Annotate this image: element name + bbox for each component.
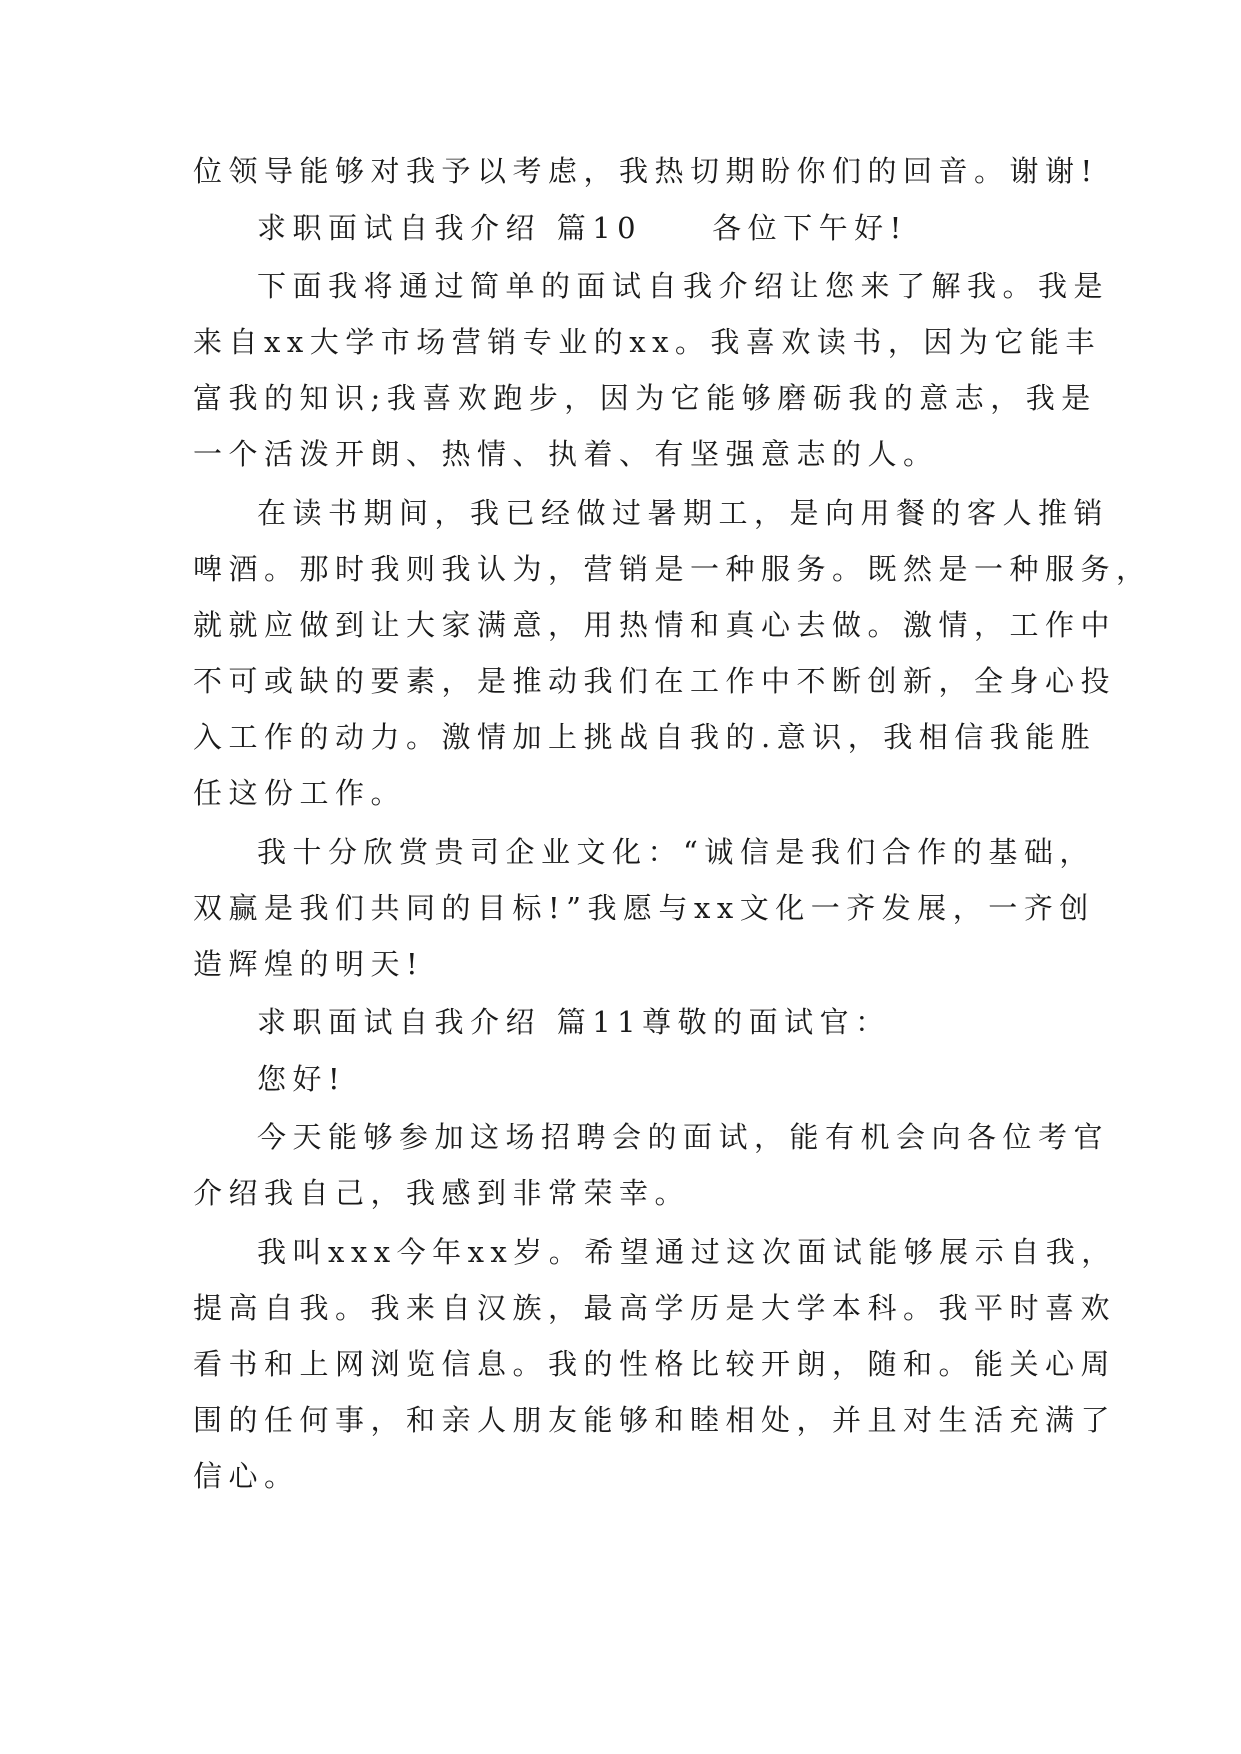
greeting-text: 各位下午好! [712,211,908,245]
greeting-text: 您好! [257,1062,347,1096]
section-heading: 求职面试自我介绍 篇10 [257,211,643,245]
text-line: 我叫xxx今年xx岁。希望通过这次面试能够展示自我， [257,1235,1117,1269]
text-line: 下面我将通过简单的面试自我介绍让您来了解我。我是 [257,269,1110,303]
section-heading-line [257,208,1073,248]
text-line: 啤酒。那时我则我认为，营销是一种服务。既然是一种服务， [193,552,1152,586]
text-line: 围的任何事，和亲人朋友能够和睦相处，并且对生活充满了 [193,1403,1117,1437]
text-line: 不可或缺的要素，是推动我们在工作中不断创新，全身心投 [193,664,1117,698]
section-heading: 求职面试自我介绍 篇11尊敬的面试官： [257,1005,891,1039]
text-line: 双赢是我们共同的目标!”我愿与xx文化一齐发展，一齐创 [193,891,1095,925]
text-line: 介绍我自己，我感到非常荣幸。 [193,1176,691,1210]
text-line: 信心。 [193,1459,300,1493]
text-line: 富我的知识;我喜欢跑步，因为它能够磨砺我的意志，我是 [193,381,1097,415]
text-line: 今天能够参加这场招聘会的面试，能有机会向各位考官 [257,1120,1110,1154]
text-line: 看书和上网浏览信息。我的性格比较开朗，随和。能关心周 [193,1347,1117,1381]
text-line: 入工作的动力。激情加上挑战自我的.意识，我相信我能胜 [193,720,1097,754]
text-line: 在读书期间，我已经做过暑期工，是向用餐的客人推销 [257,496,1110,530]
text-line: 我十分欣赏贵司企业文化：“诚信是我们合作的基础， [257,835,1095,869]
text-line: 就就应做到让大家满意，用热情和真心去做。激情，工作中 [193,608,1117,642]
text-line: 造辉煌的明天! [193,947,425,981]
text-line: 任这份工作。 [193,776,407,810]
text-line: 提高自我。我来自汉族，最高学历是大学本科。我平时喜欢 [193,1291,1117,1325]
text-line: 位领导能够对我予以考虑，我热切期盼你们的回音。谢谢! [193,154,1099,188]
text-line: 来自xx大学市场营销专业的xx。我喜欢读书，因为它能丰 [193,325,1101,359]
text-line: 一个活泼开朗、热情、执着、有坚强意志的人。 [193,437,939,471]
